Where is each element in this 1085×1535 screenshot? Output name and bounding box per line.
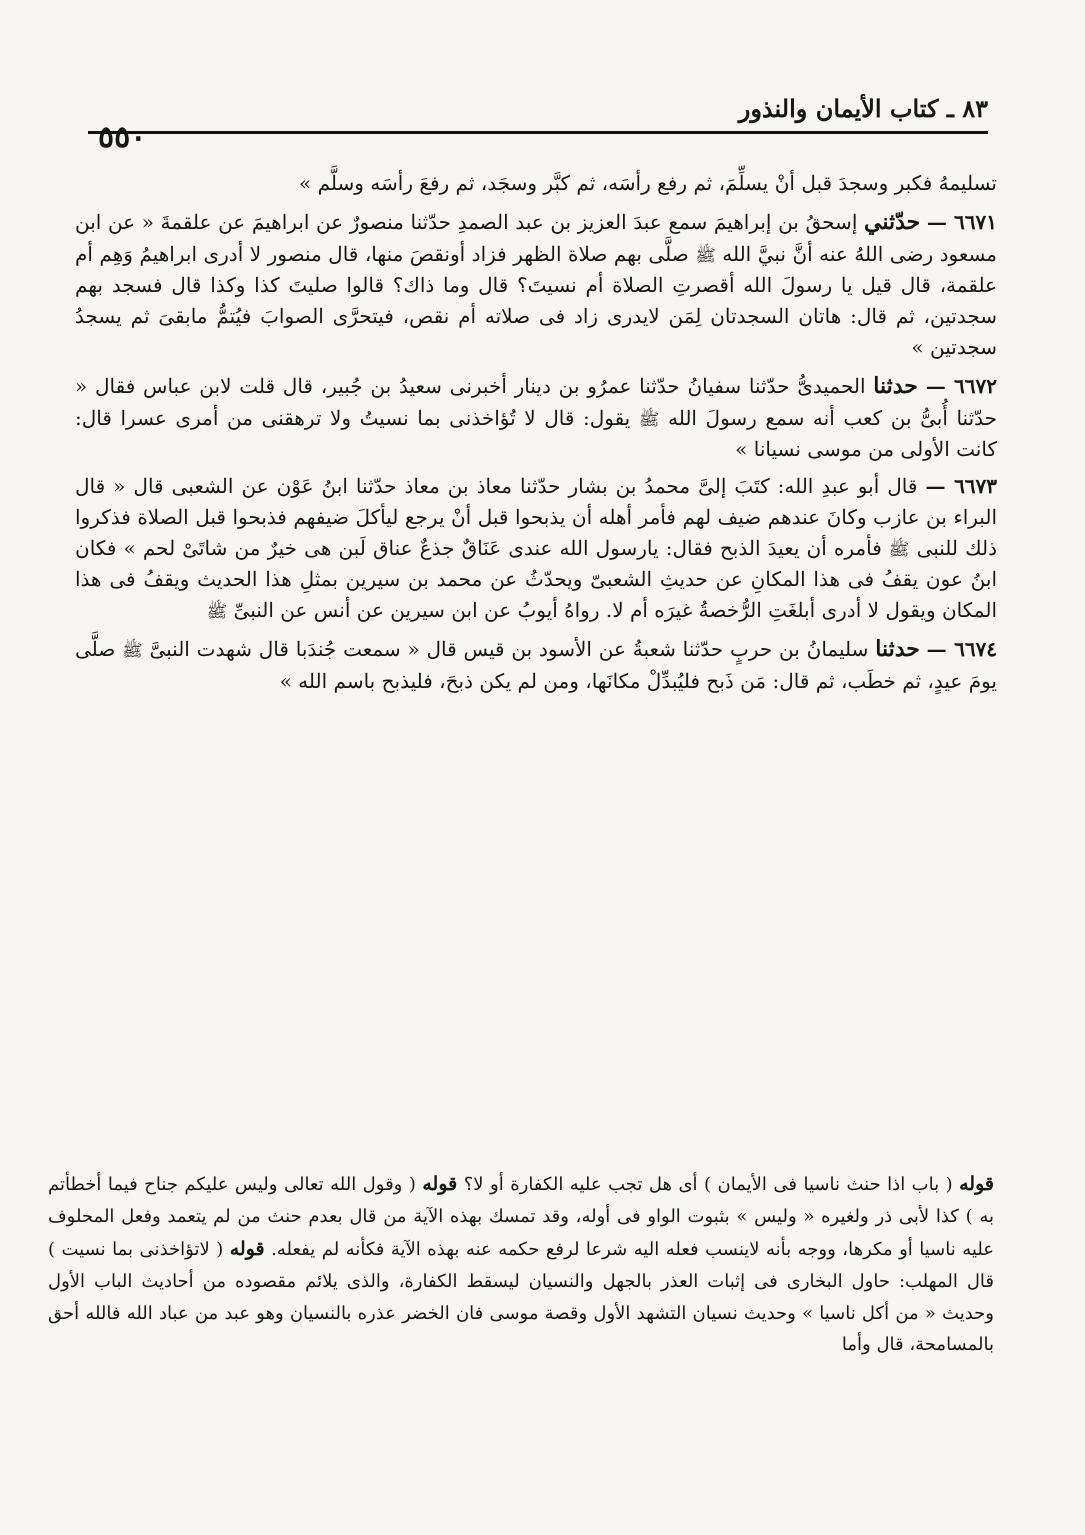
commentary-text: ( لاتؤاخذنى بما نسيت ) قال المهلب: حاول البخارى فى إثبات العذر بالجهل والنسيان ليسقط الكفارة، والذى يلائم مقصوده من أحاديث الباب الأول وحديث « من أكل ناسيا » وحديث نسيان التشهد الأول وقصة موسى فان الخضر عذره بالنسيان وهو عبد من عباد الله فالله أحق بالمسامحة، قال وأما (48, 1238, 994, 1355)
opening-line (75, 168, 997, 199)
hadith-text-part: يقول: قال لا تُؤاخذنى بما نسيتُ ولا ترهقنى من أمرى عسرا قال: كانت الأولى من موسى نسيانا » (75, 406, 997, 462)
hadith-text-part: إسحقُ بن إبراهيمَ سمع عبدَ العزيز بن عبد الصمدِ حدّثنا منصورٌ عن ابراهيمَ عن علقمةَ « عن ابن مسعود رضى اللهُ عنه أنَّ نبيَّ الله (75, 210, 998, 267)
hadith-6674 (75, 632, 997, 697)
running-title: ٨٣ ـ كتاب الأيمان والنذور (738, 94, 988, 123)
commentary-text: ( باب اذا حنث ناسيا فى الأيمان ) أى هل تجب عليه الكفارة أو لا؟ (463, 1174, 953, 1195)
honorific-symbol: ﷺ (206, 602, 228, 623)
honorific-symbol: ﷺ (638, 410, 660, 431)
hadith-text-part: صلَّى بهم صلاة الظهر فزاد أونقصَ منها، قال منصور لا أدرى ابراهيمُ وَهِم أم علقمة، قال قيل يا رسولَ الله أقصرتِ الصلاة أم نسيتَ؟ قال وما ذاك؟ قالوا صليتَ كذا وكذا قال فسجد بهم سجدتين، ثم قال: هاتان السجدتان لِمَن لايدرى زاد فى صلاته أم نقص، فيتحرَّى الصوابَ فيُتمُّ مابقىَ ثم يسجدُ سجدتين » (75, 242, 997, 360)
page-header (88, 84, 988, 154)
honorific-symbol: ﷺ (888, 540, 910, 561)
hadith-number: ٦٦٧٣ — (925, 474, 998, 499)
commentary-text: ( وقول الله تعالى وليس عليكم جناح فيما أخطأتم به ) كذا لأبى ذر ولغيره « وليس » بثبوت الواو فى أوله، وقد تمسك بهذه الآية من قال بعدم حنث من لم يتعمد وفعل المحلوف عليه ناسيا أو مكرها، ووجه بأنه لاينسب فعله اليه شرعا لرفع حكمه عنه بهذه الآية فكأنه لم يفعله. (48, 1174, 995, 1260)
honorific-symbol: ﷺ (122, 641, 143, 662)
hadith-text-part: قال « قال البراء بن عازب وكانَ عندهم ضيف لهم فأمر أهله أن يذبحوا قبل أنْ يرجع ليأكلَ ضيفهم فذبحوا قبل الصلاة فذكروا ذلك للنبى (75, 474, 997, 561)
header-rule (88, 131, 988, 134)
hadith-text (75, 168, 997, 968)
hadith-intro: قال أبو عبدِ الله: كتَبَ إلىَّ محمدُ بن بشار حدّثنا معاذ بن معاذ حدّثنا ابنُ عَوْن عن الشعبى (171, 474, 918, 499)
narration-word: حدثنا (873, 373, 918, 400)
hadith-6673 (75, 471, 997, 626)
hadith-number: ٦٦٧٢ — (925, 374, 998, 399)
commentary-paragraph (48, 1168, 994, 1361)
hadith-6671 (75, 205, 997, 363)
narration-word: حدثنا (875, 636, 920, 663)
hadith-text-part: سليمانُ بن حربٍ حدّثنا شعبةُ عن الأسود بن قيس قال « سمعت جُندَبا قال شهدت النبىَّ (149, 637, 869, 662)
page-number: ٥٥٠ (98, 120, 147, 155)
hadith-6672 (75, 369, 997, 465)
qawluhu-marker: قوله (959, 1173, 994, 1195)
hadith-text-part: فأمره أن يعيدَ الذبح فقال: يارسول الله عندى عَنَاقٌ جذعٌ عناق لَبن هى خيرٌ من شاتَىْ لحم » فكان ابنُ عون يقفُ فى هذا المكانِ عن حديثِ الشعبىّ ويحدّثُ عن محمد بن سيرين بمثلِ هذا الحديث ويقفُ فى هذا المكان ويقول لا أدرى أبلغَتِ الرُّخصةُ غيرَه أم لا. رواهُ أيوبُ عن ابن سيرين عن أنس عن النبىِّ (75, 536, 997, 623)
narration-word: حدّثني (863, 209, 921, 235)
opening-line-text: تسليمهُ فكبر وسجدَ قبل أنْ يسلِّمَ، ثم رفع رأسَه، ثم كبَّر وسجَد، ثم رفعَ رأسَه وسلَّم » (298, 171, 997, 195)
hadith-number: ٦٦٧١ — (926, 210, 998, 234)
hadith-number: ٦٦٧٤ — (926, 637, 998, 662)
hadith-text-part: صلَّى يومَ عيدٍ، ثم خطَب، ثم قال: مَن ذَبح فليُبدِّلْ مكانَها، ومن لم يكن ذبحَ، فليذبح باسم الله » (75, 637, 997, 694)
qawluhu-marker: قوله (229, 1237, 265, 1260)
hadith-text-part: الحميدىُّ حدّثنا سفيانُ حدّثنا عمرُو بن دينار أخبرنى سعيدُ بن جُبير، قال قلت لابن عباس فقال « حدّثنا أُبىُّ بن كعب أنه سمع رسولَ الله (75, 374, 998, 431)
qawluhu-marker: قوله (422, 1173, 458, 1195)
commentary-section (48, 1168, 994, 1468)
honorific-symbol: ﷺ (695, 246, 716, 267)
